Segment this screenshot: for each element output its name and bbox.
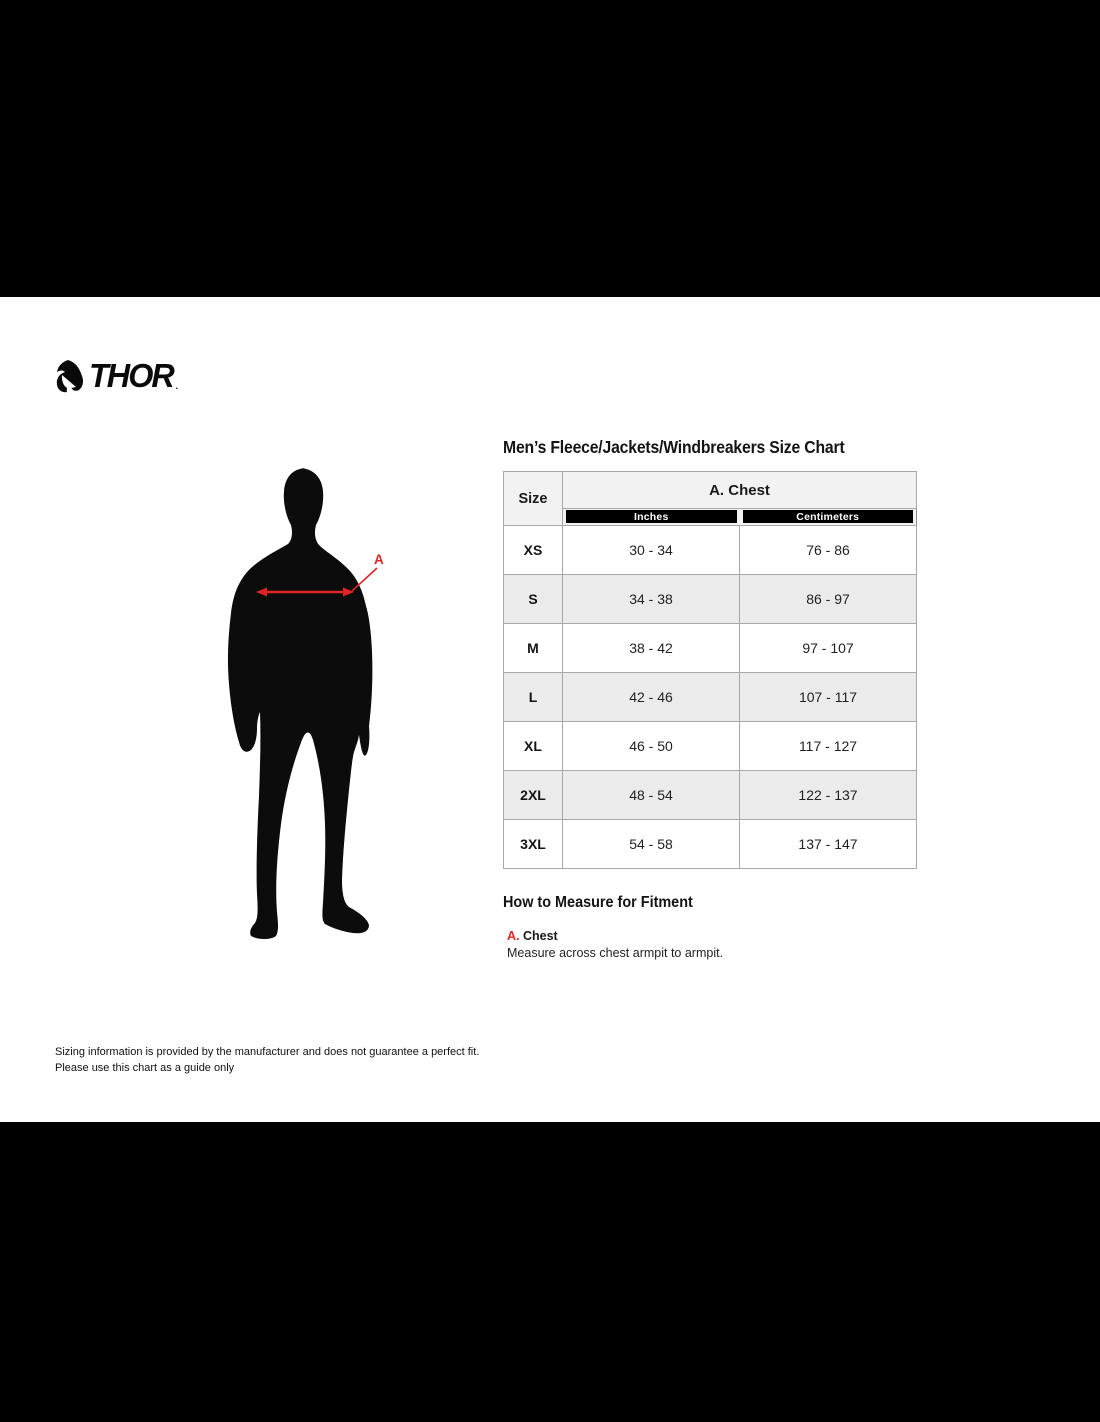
units-header-row <box>504 509 917 526</box>
how-to-measure-heading: How to Measure for Fitment <box>503 894 693 911</box>
chest-group-header: A. Chest <box>563 472 917 509</box>
table-row <box>504 673 917 722</box>
measurement-label <box>507 928 923 945</box>
thor-helmet-icon <box>55 359 89 393</box>
body-measurement-figure <box>222 462 392 942</box>
thor-logo <box>55 358 178 394</box>
chest-marker-label: A <box>374 552 384 567</box>
centimeters-column-header: Centimeters <box>743 510 914 523</box>
size-chart-section <box>503 437 916 869</box>
size-cell: 3XL <box>504 820 563 869</box>
centimeters-cell: 117 - 127 <box>740 722 917 771</box>
size-cell: XL <box>504 722 563 771</box>
inches-cell: 38 - 42 <box>563 624 740 673</box>
table-header-row <box>504 472 917 509</box>
measurement-letter: A. <box>507 929 520 943</box>
centimeters-cell: 86 - 97 <box>740 575 917 624</box>
thor-logo-mark: . <box>175 381 179 391</box>
inches-cell: 48 - 54 <box>563 771 740 820</box>
top-black-bar <box>0 0 1100 297</box>
size-cell: S <box>504 575 563 624</box>
thor-logo-text: THOR <box>89 357 173 394</box>
table-row <box>504 526 917 575</box>
body-silhouette <box>222 462 392 942</box>
table-row <box>504 820 917 869</box>
size-column-header: Size <box>504 472 563 526</box>
table-row <box>504 624 917 673</box>
inches-cell: 34 - 38 <box>563 575 740 624</box>
inches-cell: 42 - 46 <box>563 673 740 722</box>
measurement-name: Chest <box>522 929 558 943</box>
measurement-item-chest <box>507 928 923 962</box>
size-chart-table <box>503 471 917 869</box>
sizing-disclaimer <box>55 1044 479 1076</box>
inches-column-header: Inches <box>566 510 737 523</box>
size-chart-title: Men’s Fleece/Jackets/Windbreakers Size Chart <box>503 437 845 457</box>
centimeters-cell: 97 - 107 <box>740 624 917 673</box>
centimeters-cell: 107 - 117 <box>740 673 917 722</box>
table-row <box>504 575 917 624</box>
table-row <box>504 722 917 771</box>
inches-cell: 46 - 50 <box>563 722 740 771</box>
centimeters-cell: 76 - 86 <box>740 526 917 575</box>
size-cell: L <box>504 673 563 722</box>
bottom-black-bar <box>0 1122 1100 1422</box>
size-cell: XS <box>504 526 563 575</box>
disclaimer-line-1: Sizing information is provided by the manufacturer and does not guarantee a perfect fit. <box>55 1046 480 1058</box>
disclaimer-line-2: Please use this chart as a guide only <box>55 1062 235 1074</box>
centimeters-cell: 137 - 147 <box>740 820 917 869</box>
size-cell: 2XL <box>504 771 563 820</box>
size-cell: M <box>504 624 563 673</box>
centimeters-cell: 122 - 137 <box>740 771 917 820</box>
how-to-measure-section <box>503 894 923 962</box>
inches-cell: 30 - 34 <box>563 526 740 575</box>
table-row <box>504 771 917 820</box>
measurement-description: Measure across chest armpit to armpit. <box>507 946 724 960</box>
inches-cell: 54 - 58 <box>563 820 740 869</box>
